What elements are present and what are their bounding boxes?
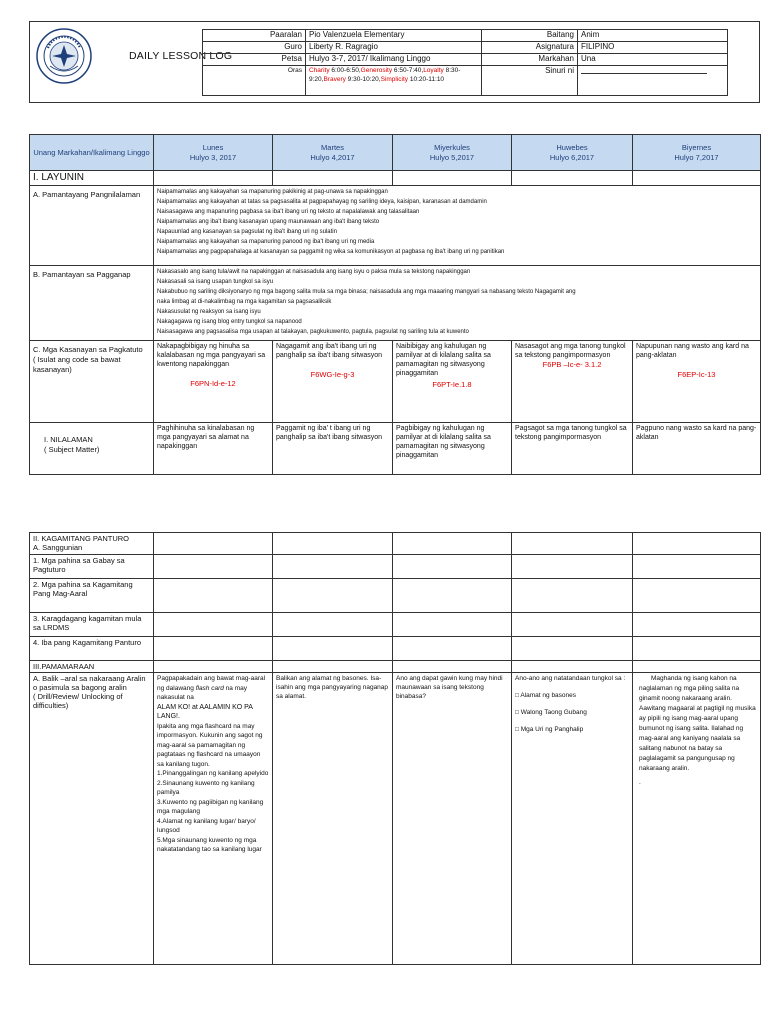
signature-line (581, 66, 707, 74)
nilalaman-cell: Pagpuno nang wasto sa kard na pang-aklatan (633, 423, 761, 475)
competency-code: F6PB –Ic-e- 3.1.2 (542, 360, 602, 369)
oras-part: Generosity (360, 67, 393, 74)
empty-cell (512, 533, 633, 555)
sanggunian-label: A. Sanggunian (33, 543, 83, 552)
empty-cell (154, 579, 273, 613)
field-label: Baitang (482, 30, 578, 42)
oras-part: Loyalty (423, 67, 444, 74)
content-line: Naipamamalas ang kakayahan sa mapanuring pakikinig at pag-unawa sa napakinggan (157, 189, 388, 195)
empty-cell (633, 579, 761, 613)
row-label: A. Balik –aral sa nakaraang Aralin o pasimula sa bagong aralin ( Drill/Review/ Unlocking of difficulties) (30, 673, 154, 965)
content-line: □ Alamat ng basones (515, 692, 577, 699)
section-heading: I. LAYUNIN (30, 171, 154, 186)
header-row (203, 54, 728, 66)
header-row (203, 66, 728, 96)
nilalaman-cell: Pagsagot sa mga tanong tungkol sa tekstong pangimpormasyon (512, 423, 633, 475)
mon-lead-italic: flash card (195, 684, 224, 692)
empty-cell (633, 661, 761, 673)
mon-lead3: ALAM KO! at AALAMIN KO PA LANG!. (157, 703, 253, 720)
content-line: Naisasagawa ang mapanuring pagbasa sa iba't ibang uri ng teksto at napalalawak ang talasalitaan (157, 209, 420, 215)
field-label: Markahan (482, 54, 578, 66)
empty-cell (273, 555, 393, 579)
column-header-thu: Huwebes Hulyo 6,2017 (512, 135, 633, 171)
nilalaman-cell: Pagbibigay ng kahulugan ng pamilyar at di kilalang salita sa pamamagitan ng sitwasyong pinaggamitan (393, 423, 512, 475)
pangnilalaman-content (154, 186, 761, 266)
kasanayan-cell (633, 341, 761, 423)
empty-cell (512, 661, 633, 673)
row-label: 1. Mga pahina sa Gabay sa Pagtuturo (30, 555, 154, 579)
kasanayan-cell (273, 341, 393, 423)
nilalaman-cell: Paghihinuha sa kinalabasan ng mga pangyayari sa alamat na napakinggan (154, 423, 273, 475)
kasanayan-text: Nagagamit ang iba't ibang uri ng panghalip sa iba't ibang sitwasyon (276, 343, 383, 359)
field-label: Petsa (203, 54, 306, 66)
thursday-activity (512, 673, 633, 965)
nilalaman-cell: Paggamit ng iba' t ibang uri ng panghalip sa iba't ibang sitwasyon (273, 423, 393, 475)
content-line: Nakabubuo ng sariling diksiyonaryo ng mga bagong salita mula sa mga binasa; naisasadula ang mga maaaring mangyari sa nabasang teksto Nagagamit ang (157, 289, 576, 295)
kagamitan-table (29, 532, 761, 965)
empty-cell (512, 613, 633, 637)
content-line: Nakasasali sa isang usapan tungkol sa isyu (157, 279, 274, 285)
mon-lead: Pagpapakadain ang bawat mag-aaral ng dalawang (157, 675, 266, 692)
row-label: C. Mga Kasanayan sa Pagkatuto ( Isulat ang code sa bawat kasanayan) (30, 341, 154, 423)
content-line: Nakagagawa ng isang blog entry tungkol sa napanood (157, 319, 302, 325)
empty-cell (154, 171, 273, 186)
column-header-week: Unang Markahan/Ikalimang Linggo (30, 135, 154, 171)
fri-text: Maghanda ng isang kahon na naglalaman ng mga piling salita na ginamit noong nakaraang aralin. Aawitang magaaral at pagtigil ng musika ay pipili ng isang mag-aaral upang bumunot ng isang salita. Ilalahad ng mag-aaral ang kaniyang naalala sa salitang nabunot na batay sa paglalagamit sa pangungusap ng nakaraang aralin. (639, 675, 756, 772)
content-line: □ Mga Uri ng Panghalip (515, 726, 584, 733)
tuesday-activity: Balikan ang alamat ng basones. Isa-isahin ang mga pangyayaring naganap sa alamat. (273, 673, 393, 965)
kagamitan-row (30, 555, 761, 579)
deped-seal-icon (36, 28, 92, 84)
oras-part: Charity (309, 67, 330, 74)
kagamitan-heading: II. KAGAMITANG PANTURO (33, 534, 129, 543)
empty-cell (273, 637, 393, 661)
empty-cell (633, 533, 761, 555)
empty-cell (154, 637, 273, 661)
kasanayan-cell (393, 341, 512, 423)
kagamitan-row (30, 637, 761, 661)
oras-part: Simplicity (380, 76, 409, 83)
column-header-mon: Lunes Hulyo 3, 2017 (154, 135, 273, 171)
field-value: FILIPINO (578, 42, 728, 54)
kasanayan-text: Napupunan nang wasto ang kard na pang-aklatan (636, 343, 749, 359)
header-info-table (202, 29, 728, 96)
pamantayan-pagganap-row (30, 266, 761, 341)
kasanayan-cell (512, 341, 633, 423)
empty-cell (393, 533, 512, 555)
competency-code: F6WG-Ie-g-3 (310, 370, 355, 379)
empty-cell (393, 661, 512, 673)
empty-cell (393, 555, 512, 579)
oras-parts (309, 67, 460, 83)
competency-code: F6PN-Id-e-12 (190, 379, 236, 388)
header-row (203, 30, 728, 42)
monday-activity (154, 673, 273, 965)
content-line: 4.Alamat ng kanilang lugar/ baryo/ lungsod (157, 817, 256, 834)
field-label: Oras (203, 66, 306, 96)
row-label: A. Pamantayang Pangnilalaman (30, 186, 154, 266)
empty-cell (512, 637, 633, 661)
content-line: 5.Mga sinaunang kuwento ng mga nakatatandang tao sa kanilang lugar (157, 836, 262, 853)
oras-part: Bravery (323, 76, 346, 83)
field-label: Paaralan (203, 30, 306, 42)
empty-cell (633, 613, 761, 637)
thu-items (515, 691, 629, 734)
empty-cell (393, 637, 512, 661)
mon-items (157, 769, 269, 855)
sinuri-field (578, 66, 728, 96)
kagamitan-row (30, 579, 761, 613)
section-heading (30, 533, 154, 555)
mon-body: Ipakita ang mga flashcard na may impormasyon. Kukunin ang sagot ng mag-aaral sa pamamagitan ng pagtataas ng flashcard na umaayon sa kanilang tugon. (157, 722, 263, 768)
empty-cell (154, 555, 273, 579)
empty-cell (273, 533, 393, 555)
empty-cell (633, 637, 761, 661)
empty-cell (633, 171, 761, 186)
kasanayan-row (30, 341, 761, 423)
empty-cell (512, 579, 633, 613)
empty-cell (273, 171, 393, 186)
pamantayang-pangnilalaman-row (30, 186, 761, 266)
empty-cell (273, 661, 393, 673)
content-line: Naipamamalas ang kakayahan sa mapanuring panood ng iba't ibang uri ng media (157, 239, 375, 245)
content-line: Naipamamalas ang kakayahan at tatas sa pagsasalita at pagpapahayag ng sariling ideya, kaisipan, karanasan at damdamin (157, 199, 487, 205)
kasanayan-text: Naibibigay ang kahulugan ng pamilyar at di kilalang salita sa pamamagitan ng sitwasyong pinaggamitan (396, 343, 491, 377)
kagamitan-row (30, 613, 761, 637)
column-header-row (30, 135, 761, 171)
content-line: Nakasusulat ng reaksyon sa isang isyu (157, 309, 261, 315)
column-header-wed: Miyerkules Hulyo 5,2017 (393, 135, 512, 171)
kasanayan-cell (154, 341, 273, 423)
kagamitan-heading-row (30, 533, 761, 555)
kasanayan-text: Nasasagot ang mga tanong tungkol sa tekstong pangimpormasyon (515, 343, 626, 359)
field-value: Hulyo 3-7, 2017/ Ikalimang Linggo (306, 54, 482, 66)
fri-dot: . (639, 779, 641, 786)
header-row (203, 42, 728, 54)
empty-cell (633, 555, 761, 579)
row-label: I. NILALAMAN ( Subject Matter) (30, 423, 154, 475)
friday-activity (633, 673, 761, 965)
oras-part: 10:20-11:10 (408, 76, 445, 83)
nilalaman-row (30, 423, 761, 475)
pagganap-content (154, 266, 761, 341)
page-title: DAILY LESSON LOG (129, 50, 233, 62)
thu-lead: Ano-ano ang natatandaan tungkol sa : (515, 675, 626, 682)
empty-cell (273, 613, 393, 637)
empty-cell (512, 555, 633, 579)
row-label: 2. Mga pahina sa Kagamitang Pang Mag-Aaral (30, 579, 154, 613)
content-line: Naipamamalas ang iba't ibang kasanayan upang maunawaan ang iba't ibang teksto (157, 219, 380, 225)
row-label: 3. Karagdagang kagamitan mula sa LRDMS (30, 613, 154, 637)
content-line: Naisasagawa ang pagsasalisa mga usapan at talakayan, pagkukuwento, pagtula, pagsulat ng sariling tula at kuwento (157, 329, 469, 335)
oras-schedule (306, 66, 482, 96)
field-value: Pio Valenzuela Elementary (306, 30, 482, 42)
field-value: Una (578, 54, 728, 66)
section-heading: III.PAMAMARAAN (30, 661, 154, 673)
empty-cell (154, 661, 273, 673)
competency-code: F6EP-Ic-13 (677, 370, 716, 379)
content-line: □ Walong Taong Gubang (515, 709, 587, 716)
empty-cell (512, 171, 633, 186)
content-line: Napauunlad ang kasanayan sa pagsulat ng iba't ibang uri ng sulatin (157, 229, 337, 235)
row-label: B. Pamantayan sa Pagganap (30, 266, 154, 341)
layunin-table (29, 134, 761, 475)
content-line: Naipamamalas ang pagpapahalaga at kasanayan sa paggamit ng wika sa komunikasyon at pagbasa ng iba't ibang uri ng panitikan (157, 249, 505, 255)
empty-cell (393, 613, 512, 637)
field-label: Sinuri ni (482, 66, 578, 96)
field-label: Guro (203, 42, 306, 54)
competency-code: F6PT-Ie.1.8 (432, 380, 472, 389)
balik-aral-row (30, 673, 761, 965)
empty-cell (154, 533, 273, 555)
kasanayan-text: Nakapagbibigay ng hinuha sa kalalabasan ng mga pangyayari sa kwentong napakinggan (157, 343, 266, 368)
field-value: Anim (578, 30, 728, 42)
pamamaraan-heading-row (30, 661, 761, 673)
oras-part: 9:30-10:20, (345, 76, 381, 83)
oras-part: 8:30-9:20, (309, 67, 461, 83)
wednesday-activity: Ano ang dapat gawin kung may hindi maunawaan sa isang tekstong binabasa? (393, 673, 512, 965)
oras-part: 6:50-7:40, (392, 67, 424, 74)
oras-part: 6:00-6:50, (329, 67, 361, 74)
content-line: naka limbag at di-nakalimbag na mga kagamitan sa pagsasaliksik (157, 299, 332, 305)
empty-cell (273, 579, 393, 613)
empty-cell (393, 579, 512, 613)
content-line: Nakasasalo ang isang tula/awit na napakinggan at naisasadula ang isang isyu o paksa mula sa tekstong napakinggan (157, 269, 471, 275)
content-line: 2.Sinaunang kuwento ng kanilang pamilya (157, 779, 255, 796)
field-label: Asignatura (482, 42, 578, 54)
content-line: 3.Kuwento ng pagiibigan ng kanilang mga magulang (157, 798, 264, 815)
column-header-fri: Biyernes Hulyo 7,2017 (633, 135, 761, 171)
empty-cell (393, 171, 512, 186)
row-label: 4. Iba pang Kagamitang Panturo (30, 637, 154, 661)
content-line: 1.Pinanggalingan ng kanilang apelyido (157, 770, 269, 777)
column-header-tue: Martes Hulyo 4,2017 (273, 135, 393, 171)
mon-lead2: na may nakasulat na (157, 684, 248, 701)
layunin-heading-row (30, 171, 761, 186)
field-value: Liberty R. Ragragio (306, 42, 482, 54)
empty-cell (154, 613, 273, 637)
